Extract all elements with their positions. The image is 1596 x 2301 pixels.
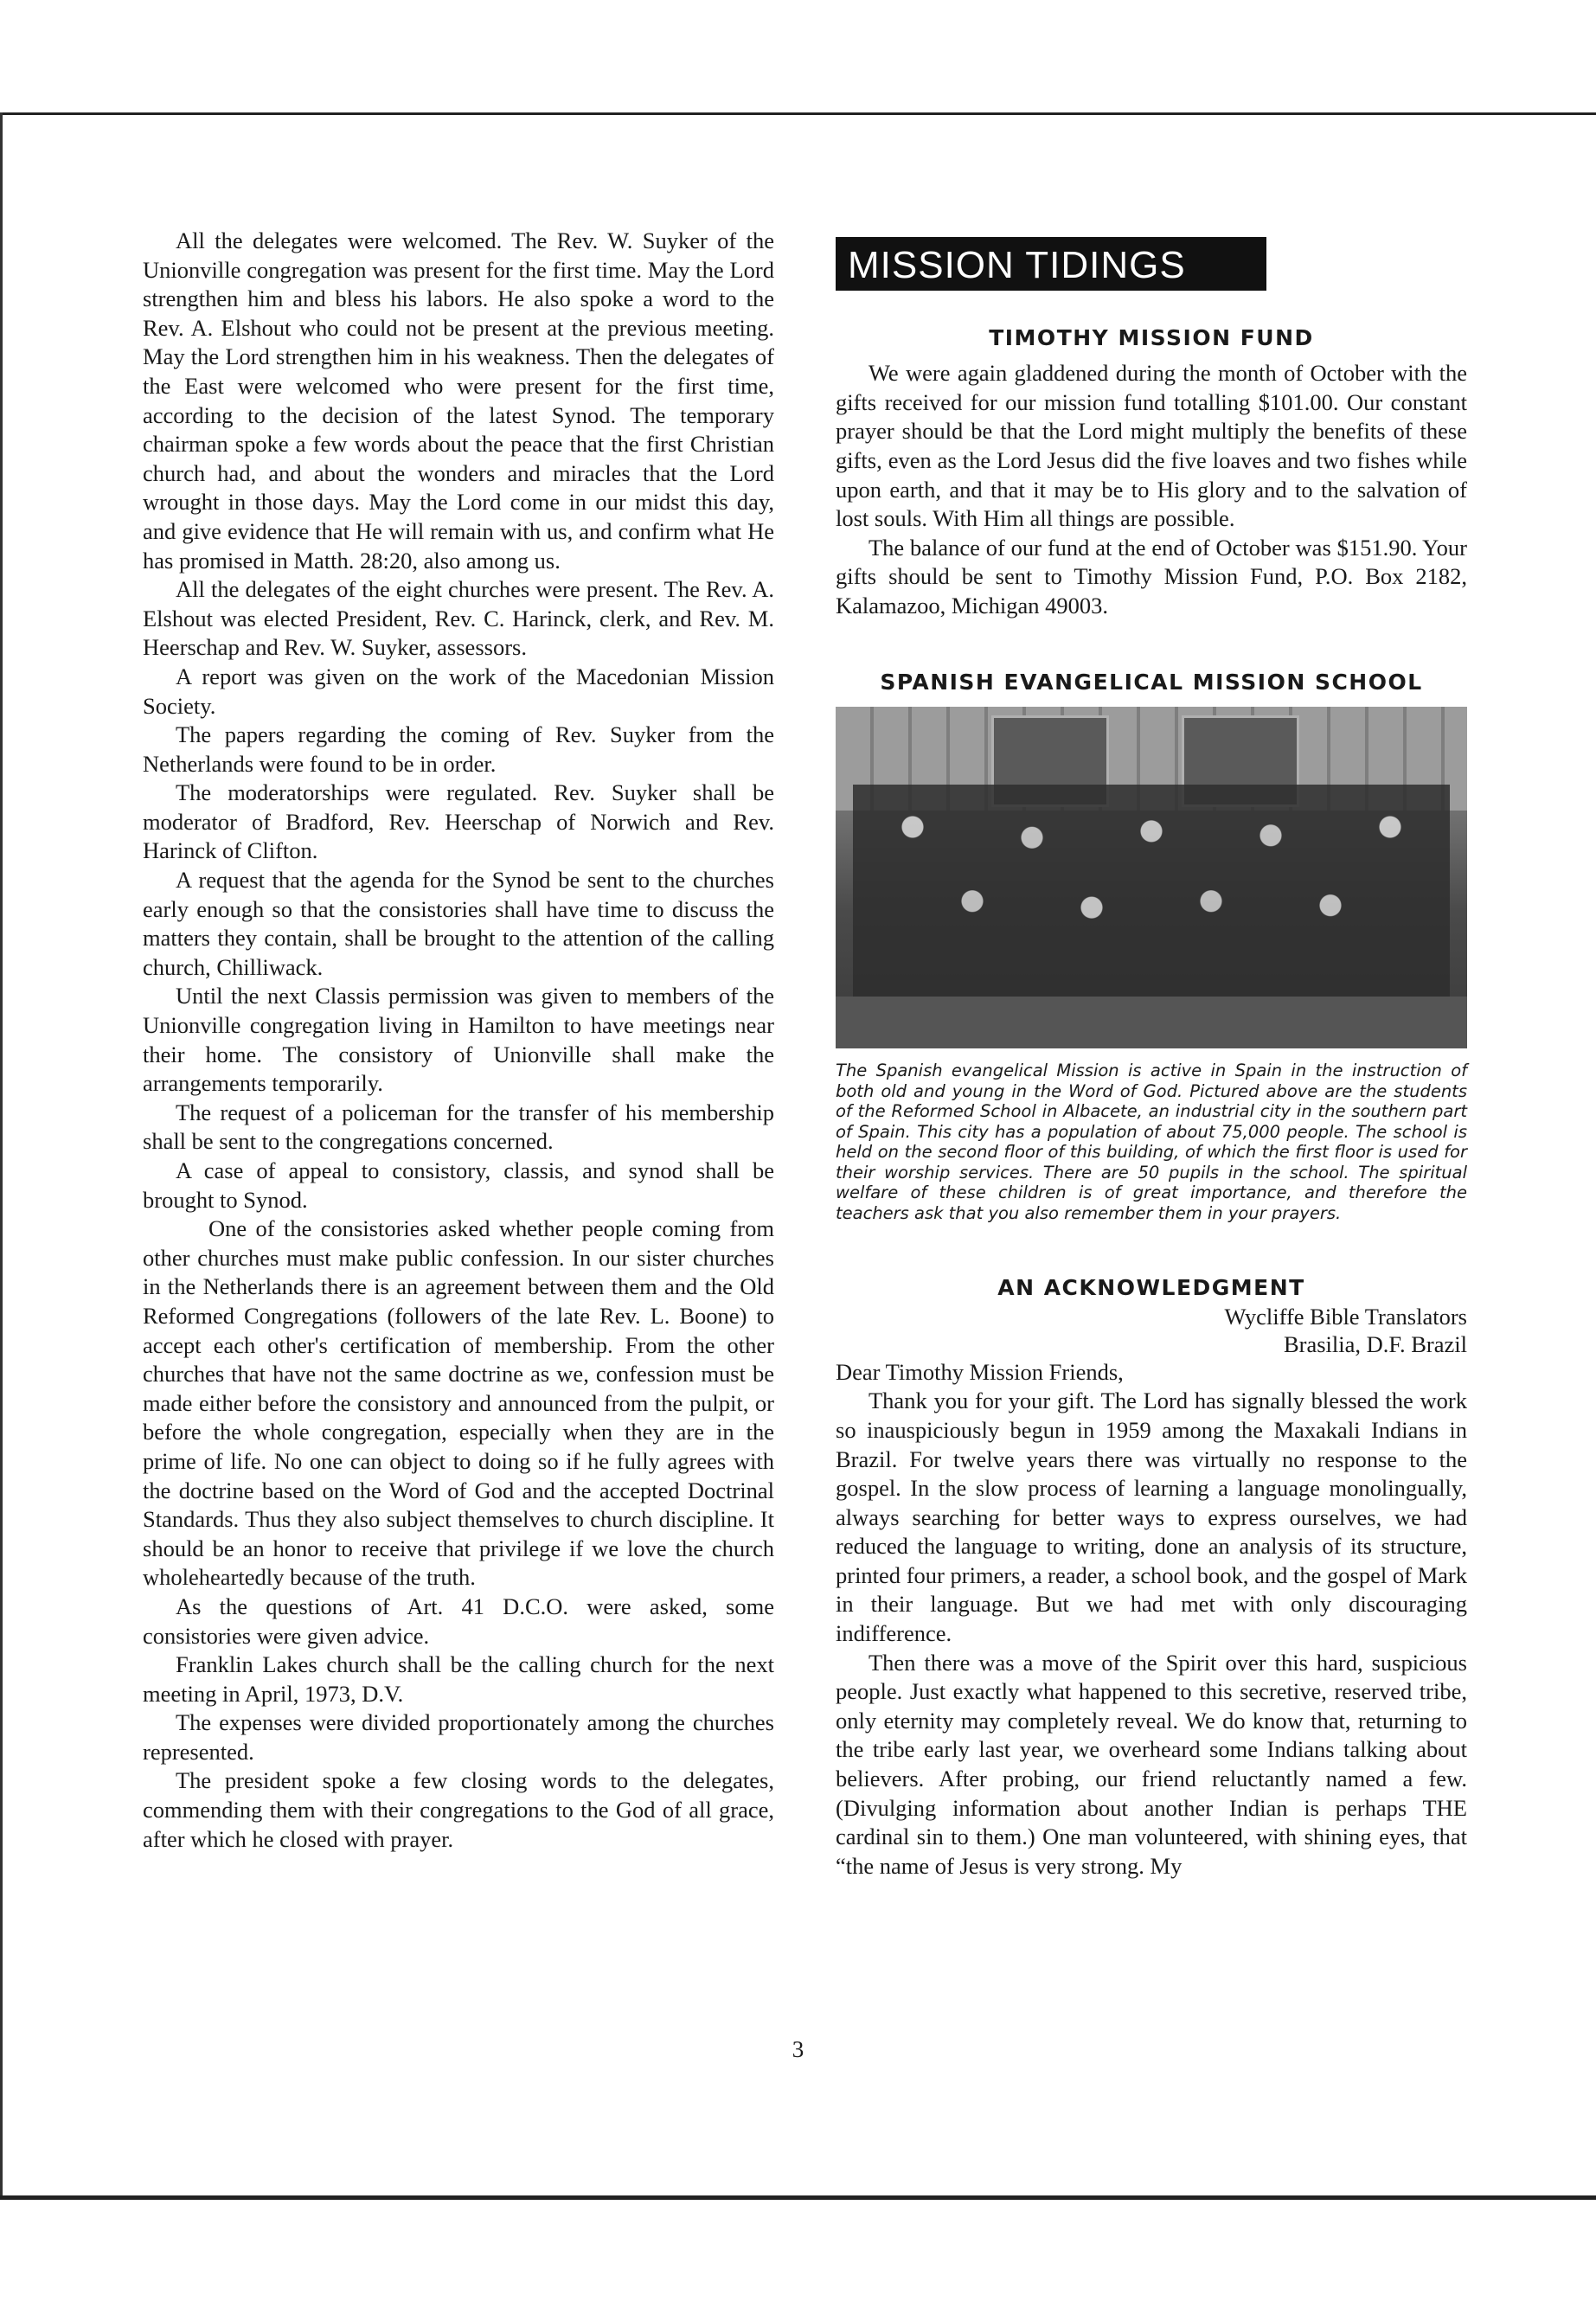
paragraph: A case of appeal to consistory, classis, and synod shall be brought to Synod. bbox=[143, 1157, 774, 1213]
photo-ground bbox=[836, 997, 1467, 1048]
paragraph: As the questions of Art. 41 D.C.O. were asked, some consistories were given advice. bbox=[143, 1593, 774, 1649]
spanish-school-headline: SPANISH EVANGELICAL MISSION SCHOOL bbox=[880, 669, 1423, 695]
paragraph: The expenses were divided proportionately among the churches represented. bbox=[143, 1709, 774, 1765]
paragraph: Thank you for your gift. The Lord has signally blessed the work so inauspiciously begun in 1959 among the Maxakali Indians in Brazil. For twelve years there was virtually no response to the gospel. In the slow process of learning a language monolingually, always searching for better ways to express ourselves, we had reduced the language to writing, done an analysis of its structure, printed four primers, a reader, a school book, and the gospel of Mark in their language. But we had met with only discouraging indifference. bbox=[836, 1388, 1467, 1647]
right-column bbox=[836, 227, 1467, 1881]
timothy-fund-headline: TIMOTHY MISSION FUND bbox=[989, 324, 1314, 350]
photo-caption: The Spanish evangelical Mission is active in Spain in the instruction of both old and young in the Word of God. Pictured above are the students of the Reformed School in Albacete, an industrial city in the southern part of Spain. This city has a population of about 75,000 people. The school is held on the second floor of this building, of which the first floor is used for their worship services. There are 50 pupils in the school. The spiritual welfare of these children is of great importance, and therefore the teachers ask that you also remember them in your prayers. bbox=[836, 1061, 1467, 1223]
paragraph: The request of a policeman for the transfer of his membership shall be sent to the congregations concerned. bbox=[143, 1099, 774, 1155]
paragraph: One of the consistories asked whether people coming from other churches must make public confession. In our sister churches in the Netherlands there is an agreement between them and the Old Reformed Congregations (followers of the late Rev. L. Boone) to accept each other's certification of membership. From the other churches that have not the same doctrine as we, confession must be made either before the consistory and announced from the pulpit, or before the whole congregation, especially when they are in the prime of life. No one can object to doing so if he fully agrees with the doctrine based on the Word of God and the accepted Doctrinal Standards. Thus they also subject themselves to church discipline. It should be an honor to receive that privilege if we love the church wholeheartedly because of the truth. bbox=[143, 1215, 774, 1591]
paragraph: The moderatorships were regulated. Rev. Suyker shall be moderator of Bradford, Rev. Heerschap of Norwich and Rev. Harinck of Clifton. bbox=[143, 779, 774, 864]
acknowledgment-headline: AN ACKNOWLEDGMENT bbox=[997, 1275, 1305, 1301]
page-number: 3 bbox=[792, 2036, 804, 2062]
scan-left-edge bbox=[0, 112, 3, 2197]
paragraph: A report was given on the work of the Macedonian Mission Society. bbox=[143, 663, 774, 719]
photo-students bbox=[853, 785, 1450, 997]
mission-tidings-masthead: MISSION TIDINGS bbox=[836, 237, 1266, 291]
salutation: Dear Timothy Mission Friends, bbox=[836, 1358, 1124, 1385]
paragraph: We were again gladdened during the month of October with the gifts received for our mission fund totalling $101.00. Our constant prayer should be that the Lord might multiply the benefits of these gifts, even as the Lord Jesus did the five loaves and two fishes while upon earth, and that it may be to His glory and to the salvation of lost souls. With Him all things are possible. bbox=[836, 360, 1467, 532]
paragraph: All the delegates were welcomed. The Rev. W. Suyker of the Unionville congregation was present for the first time. May the Lord strengthen him and bless his labors. He also spoke a word to the Rev. A. Elshout who could not be present at the previous meeting. May the Lord strengthen him in his weakness. Then the delegates of the East were welcomed who were present for the first time, according to the decision of the latest Synod. The temporary chairman spoke a few words about the peace that the first Christian church had, and about the wonders and miracles that the Lord wrought in those days. May the Lord come in our midst this day, and give evidence that He will remain with us, and confirm what He has promised in Matth. 28:20, also among us. bbox=[143, 228, 774, 574]
school-group-photo bbox=[836, 707, 1467, 1048]
paragraph: All the delegates of the eight churches were present. The Rev. A. Elshout was elected President, Rev. C. Harinck, clerk, and Rev. M. Heerschap and Rev. W. Suyker, assessors. bbox=[143, 576, 774, 661]
paragraph: The president spoke a few closing words to the delegates, commending them with their congregations to the God of all grace, after which he closed with prayer. bbox=[143, 1767, 774, 1852]
paragraph: The papers regarding the coming of Rev. Suyker from the Netherlands were found to be in order. bbox=[143, 721, 774, 777]
left-column bbox=[143, 227, 774, 1854]
scan-bottom-edge bbox=[0, 2195, 1596, 2200]
paragraph: The balance of our fund at the end of October was $151.90. Your gifts should be sent to Timothy Mission Fund, P.O. Box 2182, Kalamazoo, Michigan 49003. bbox=[836, 534, 1467, 619]
paragraph: Franklin Lakes church shall be the calling church for the next meeting in April, 1973, D.V. bbox=[143, 1651, 774, 1707]
scan-top-margin bbox=[0, 0, 1596, 115]
paragraph: A request that the agenda for the Synod be sent to the churches early enough so that the consistories shall have time to discuss the matters they contain, shall be brought to the attention of the calling church, Chilliwack. bbox=[143, 867, 774, 980]
sender-location: Brasilia, D.F. Brazil bbox=[1283, 1330, 1467, 1357]
sender-organization: Wycliffe Bible Translators bbox=[1224, 1303, 1467, 1330]
paragraph: Until the next Classis permission was given to members of the Unionville congregation living in Hamilton to have meetings near their home. The consistory of Unionville shall make the arrangements temporarily. bbox=[143, 983, 774, 1097]
paragraph: Then there was a move of the Spirit over this hard, suspicious people. Just exactly what happened to this secretive, reserved tribe, only eternity may completely reveal. We do know that, returning to the tribe early last year, we overheard some Indians talking about believers. After probing, our friend reluctantly named a few. (Divulging information about another Indian is perhaps THE cardinal sin to them.) One man volunteered, with shining eyes, that “the name of Jesus is very strong. My bbox=[836, 1649, 1467, 1879]
